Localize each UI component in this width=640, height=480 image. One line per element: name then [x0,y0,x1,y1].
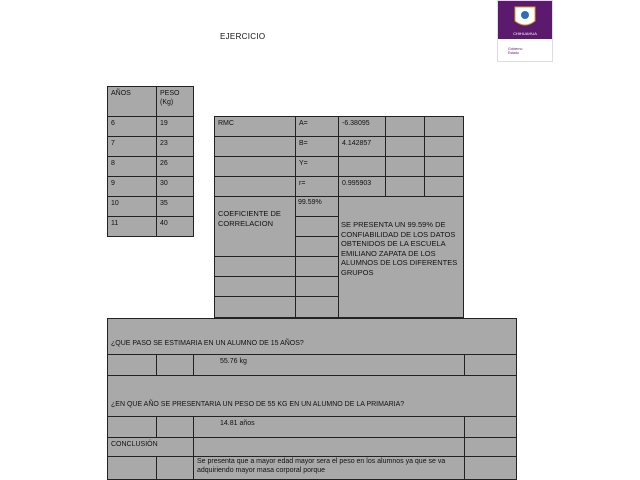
empty-cell [214,156,296,177]
empty-cell [338,156,386,177]
b-label: B= [295,136,339,157]
empty-cell [385,116,425,137]
table-cell: 19 [156,116,194,137]
a-label: A= [295,116,339,137]
table-cell: 8 [107,156,157,177]
table-cell: 7 [107,136,157,157]
table-cell: 40 [156,216,194,237]
table-cell: 35 [156,196,194,217]
empty-cell [424,116,464,137]
empty-cell [464,354,517,376]
empty-cell [464,437,517,457]
answer-2: 14.81 años [193,416,465,438]
empty-cell [424,176,464,197]
shield-icon [498,1,552,31]
table-cell: 11 [107,216,157,237]
logo-name: CHIHUAHUA [513,31,537,36]
logo-subtitle: Gobierno Estado [508,47,523,55]
conclusion-label: CONCLUSIÓN [107,437,194,457]
rmc-label: RMC [214,116,296,137]
empty-cell [214,176,296,197]
table-cell: 26 [156,156,194,177]
empty-cell [424,156,464,177]
y-label: Y= [295,156,339,177]
table-cell: 23 [156,136,194,157]
empty-cell [156,416,194,438]
empty-cell [214,136,296,157]
empty-cell [464,456,517,480]
r-label: r= [295,176,339,197]
coefficient-label: COEFICIENTE DE CORRELACION [218,209,281,228]
empty-cell [385,136,425,157]
empty-cell [464,416,517,438]
empty-cell [424,136,464,157]
table-cell: 30 [156,176,194,197]
r-value: 0.995903 [338,176,386,197]
table-cell: 10 [107,196,157,217]
coefficient-value: 99.59% [298,199,322,206]
empty-cell [156,354,194,376]
empty-cell [193,437,465,457]
grid-line [214,296,338,297]
empty-cell [385,156,425,177]
table-cell: 9 [107,176,157,197]
page-title: EJERCICIO [220,32,266,41]
government-logo [497,0,553,62]
table-header-weight: PESO (Kg) [156,86,194,117]
a-value: -6.38095 [338,116,386,137]
grid-line [295,216,338,217]
empty-cell [385,176,425,197]
logo-banner [498,1,552,39]
grid-line [214,256,338,257]
empty-cell [156,456,194,480]
empty-cell [107,416,157,438]
conclusion-text: Se presenta que a mayor edad mayor sera el peso en los alumnos ya que se va adquiriendo mayor masa corporal porque [193,456,465,480]
empty-cell [107,456,157,480]
grid-line [295,196,296,318]
answer-1: 55.76 kg [193,354,465,376]
interpretation-text: SE PRESENTA UN 99.59% DE CONFIABILIDAD DE LOS DATOS OBTENIDOS DE LA ESCUELA EMILIANO ZAPATA DE LOS ALUMNOS DE LOS DIFERENTES GRUPOS [341,220,458,277]
empty-cell [107,354,157,376]
question-2: ¿EN QUE AÑO SE PRESENTARIA UN PESO DE 55 KG EN UN ALUMNO DE LA PRIMARIA? [107,375,517,417]
question-1: ¿QUE PASO SE ESTIMARIA EN UN ALUMNO DE 15 AÑOS? [107,318,517,355]
b-value: 4.142857 [338,136,386,157]
table-cell: 6 [107,116,157,137]
grid-line [338,196,339,318]
grid-line [214,276,338,277]
table-header-years: AÑOS [107,86,157,117]
grid-line [295,236,338,237]
